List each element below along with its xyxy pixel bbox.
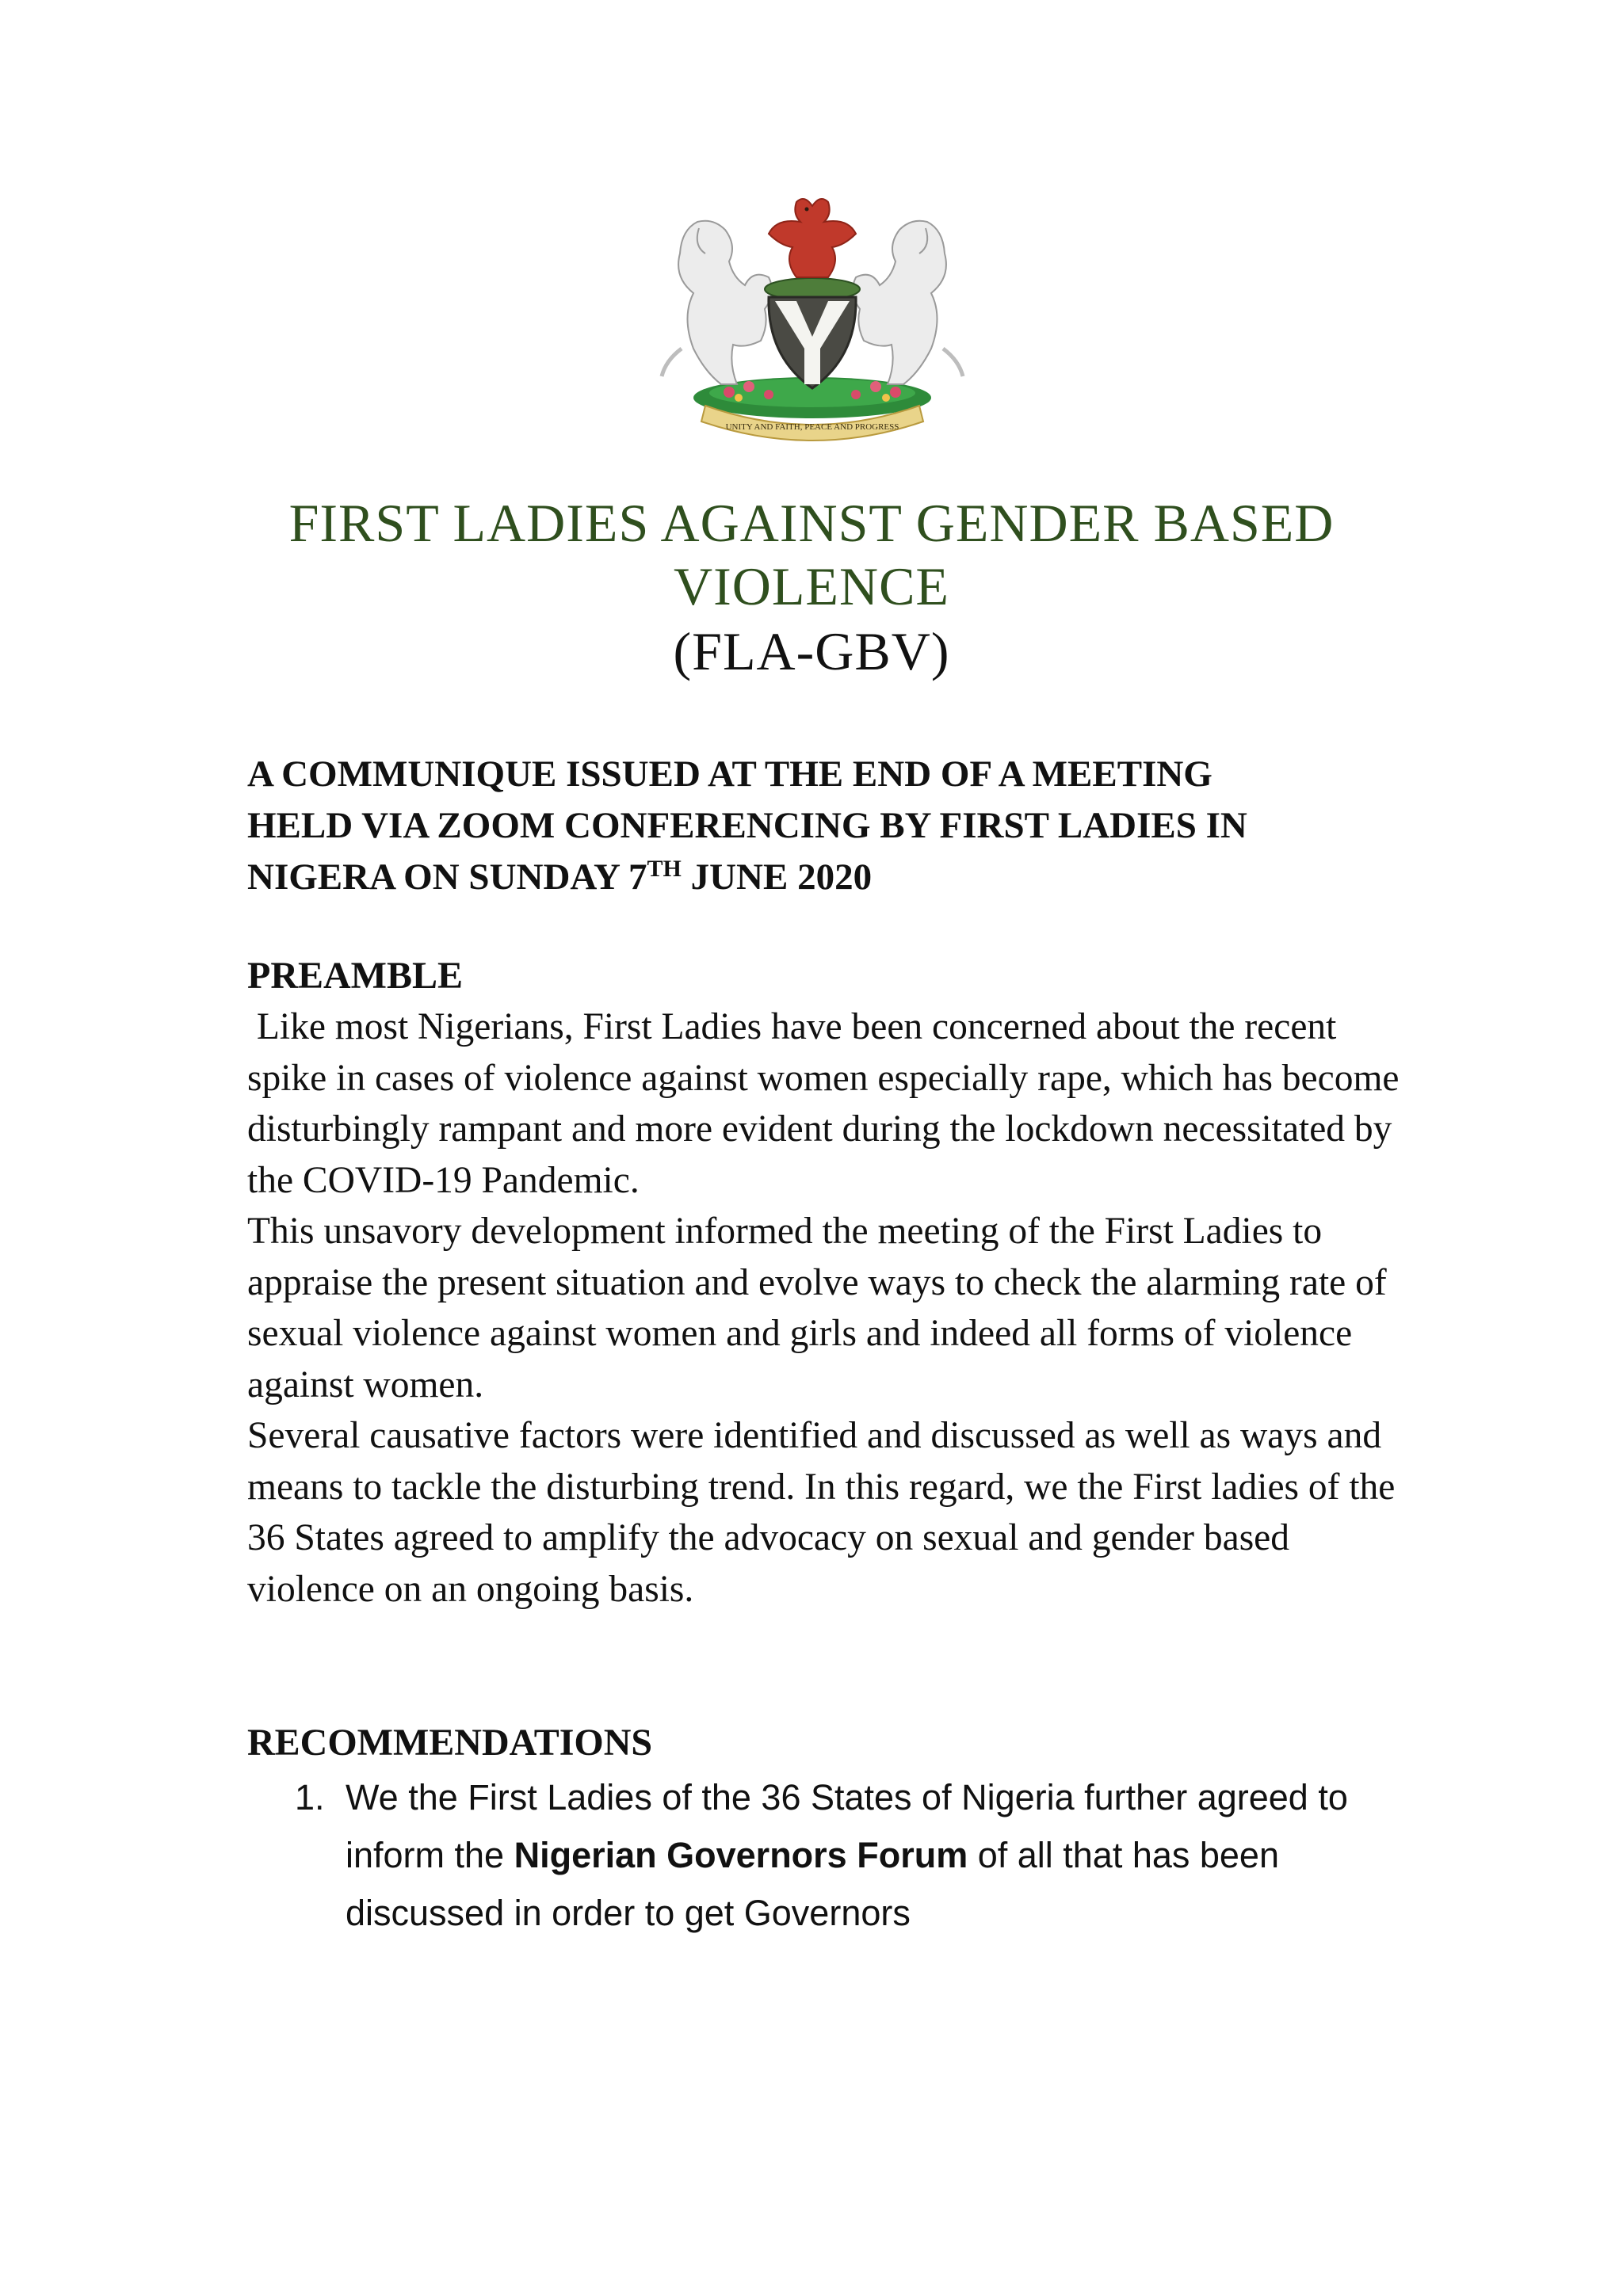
- list-item: [247, 1768, 1420, 1942]
- recommendations-heading: RECOMMENDATIONS: [247, 1722, 653, 1764]
- preamble-paragraph-2: This unsavory development informed the meeting of the First Ladies to appraise the present situation and evolve ways to check the alarming rate of sexual violence against women and girls and indeed all forms of violence against women.: [247, 1211, 1387, 1405]
- communique-line-3-text: NIGERA ON SUNDAY 7: [247, 856, 647, 898]
- preamble-paragraph-3: Several causative factors were identified and discussed as well as ways and means to tackle the disturbing trend. In this regard, we the First ladies of the 36 States agreed to amplify the advocacy on sexual and gender based violence on an ongoing basis.: [247, 1415, 1396, 1610]
- preamble-section: [247, 951, 1420, 1615]
- communique-heading: [247, 749, 1420, 903]
- title-line-2: VIOLENCE: [674, 556, 949, 616]
- communique-line-3-end: JUNE 2020: [681, 856, 873, 898]
- date-superscript: TH: [647, 856, 682, 882]
- document-body: [247, 749, 1420, 1942]
- communique-line-2: HELD VIA ZOOM CONFERENCING BY FIRST LADIES IN: [247, 805, 1247, 846]
- recommendations-section: [247, 1718, 1420, 1942]
- crest-motto: UNITY AND FAITH, PEACE AND PROGRESS: [725, 422, 899, 432]
- document-title: [158, 491, 1465, 685]
- coat-of-arms-icon: [650, 190, 975, 460]
- preamble-paragraph-1: Like most Nigerians, First Ladies have been concerned about the recent spike in cases of violence against women especially rape, which has become disturbingly rampant and more evident during the lockdown necessitated by the COVID-19 Pandemic.: [247, 1006, 1409, 1201]
- list-item-text-end: of all that has been discussed in order to get Governors: [346, 1835, 1279, 1933]
- list-item-text: We the First Ladies of the 36 States of Nigeria further agreed to inform the: [346, 1777, 1348, 1875]
- recommendations-list: [247, 1768, 1420, 1942]
- preamble-heading: PREAMBLE: [247, 955, 464, 997]
- title-line-1: FIRST LADIES AGAINST GENDER BASED: [288, 493, 1335, 553]
- communique-line-1: A COMMUNIQUE ISSUED AT THE END OF A MEETING: [247, 753, 1212, 795]
- list-item-bold-text: Nigerian Governors Forum: [514, 1835, 968, 1875]
- list-item-number: 1.: [295, 1777, 325, 1817]
- title-acronym: (FLA-GBV): [673, 621, 950, 681]
- communique-line-3: [247, 852, 1420, 903]
